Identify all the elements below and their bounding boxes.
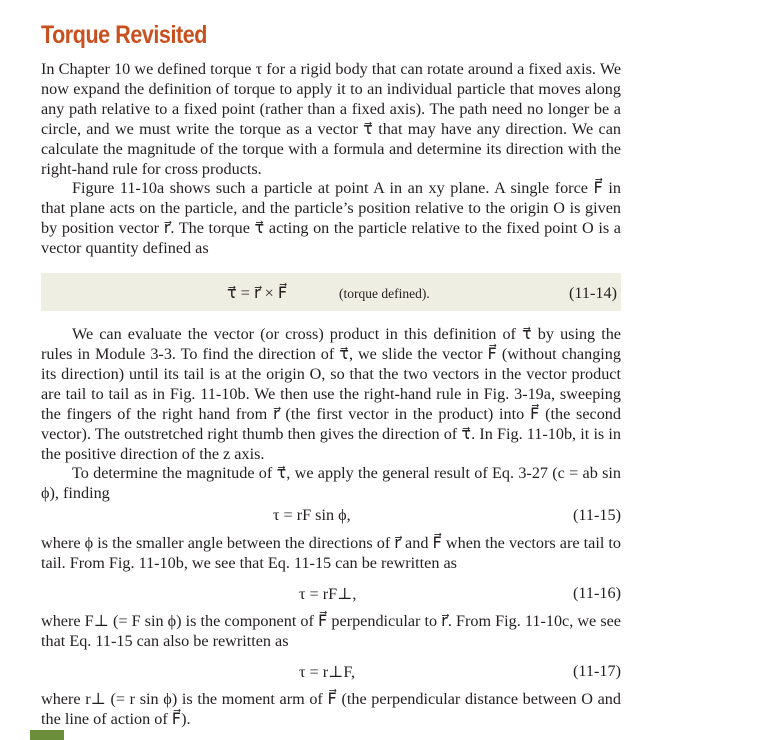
equation-11-14-expression: τ⃗ = r⃗ × F⃗ [227,284,288,303]
paragraph-intro: In Chapter 10 we defined torque τ for a rigid body that can rotate around a fixed axis. We now expand the definition of torque to apply it to an individual particle that moves along any path relative to a fixed point (rather than a fixed axis). The path need no longer be a circle, and we must write the torque as a vector τ⃗ that may have any direction. We can calculate the magnitude of the torque with a formula and determine its direction with the right-hand rule for cross products. [41,60,621,178]
paragraph-magnitude: To determine the magnitude of τ⃗, we apply the general result of Eq. 3-27 (c = ab sin ϕ), finding [41,464,621,503]
equation-11-14-number: (11-14) [569,284,617,303]
page-footer-marker [30,730,64,740]
paragraph-figure-description: Figure 11-10a shows such a particle at point A in an xy plane. A single force F⃗ in that plane acts on the particle, and the particle’s position relative to the origin O is given by position vector r⃗. The torque τ⃗ acting on the particle relative to the fixed point O is a vector quantity defined as [41,179,621,258]
equation-11-16-expression: τ = rF⊥, [299,585,357,604]
paragraph-cross-product: We can evaluate the vector (or cross) product in this definition of τ⃗ by using the rules in Module 3-3. To find the direction of τ⃗, we slide the vector F⃗ (without changing its direction) until its tail is at the origin O, so that the two vectors in the vector product are tail to tail as in Fig. 11-10b. We then use the right-hand rule in Fig. 3-19a, sweeping the fingers of the right hand from r⃗ (the first vector in the product) into F⃗ (the second vector). The outstretched right thumb then gives the direction of τ⃗. In Fig. 11-10b, it is in the positive direction of the z axis. [41,325,621,463]
equation-11-16-number: (11-16) [573,584,621,603]
section-heading: Torque Revisited [41,21,207,49]
paragraph-angle-explanation: where ϕ is the smaller angle between the directions of r⃗ and F⃗ when the vectors are tail to tail. From Fig. 11-10b, we see that Eq. 11-15 can be rewritten as [41,534,621,573]
paragraph-moment-arm: where r⊥ (= r sin ϕ) is the moment arm of F⃗ (the perpendicular distance between O and the line of action of F⃗). [41,689,621,728]
equation-11-15 [41,506,621,530]
equation-11-15-number: (11-15) [573,506,621,525]
equation-11-14-description: (torque defined). [339,286,430,302]
equation-11-17 [41,662,621,686]
equation-box-torque-defined [41,273,621,311]
page-content [41,18,621,730]
equation-11-15-expression: τ = rF sin ϕ, [273,506,351,525]
equation-11-17-expression: τ = r⊥F, [299,662,356,681]
equation-11-16 [41,584,621,608]
paragraph-perpendicular-component: where F⊥ (= F sin ϕ) is the component of F⃗ perpendicular to r⃗. From Fig. 11-10c, we see that Eq. 11-15 can also be rewritten as [41,612,621,650]
equation-11-17-number: (11-17) [573,661,621,680]
